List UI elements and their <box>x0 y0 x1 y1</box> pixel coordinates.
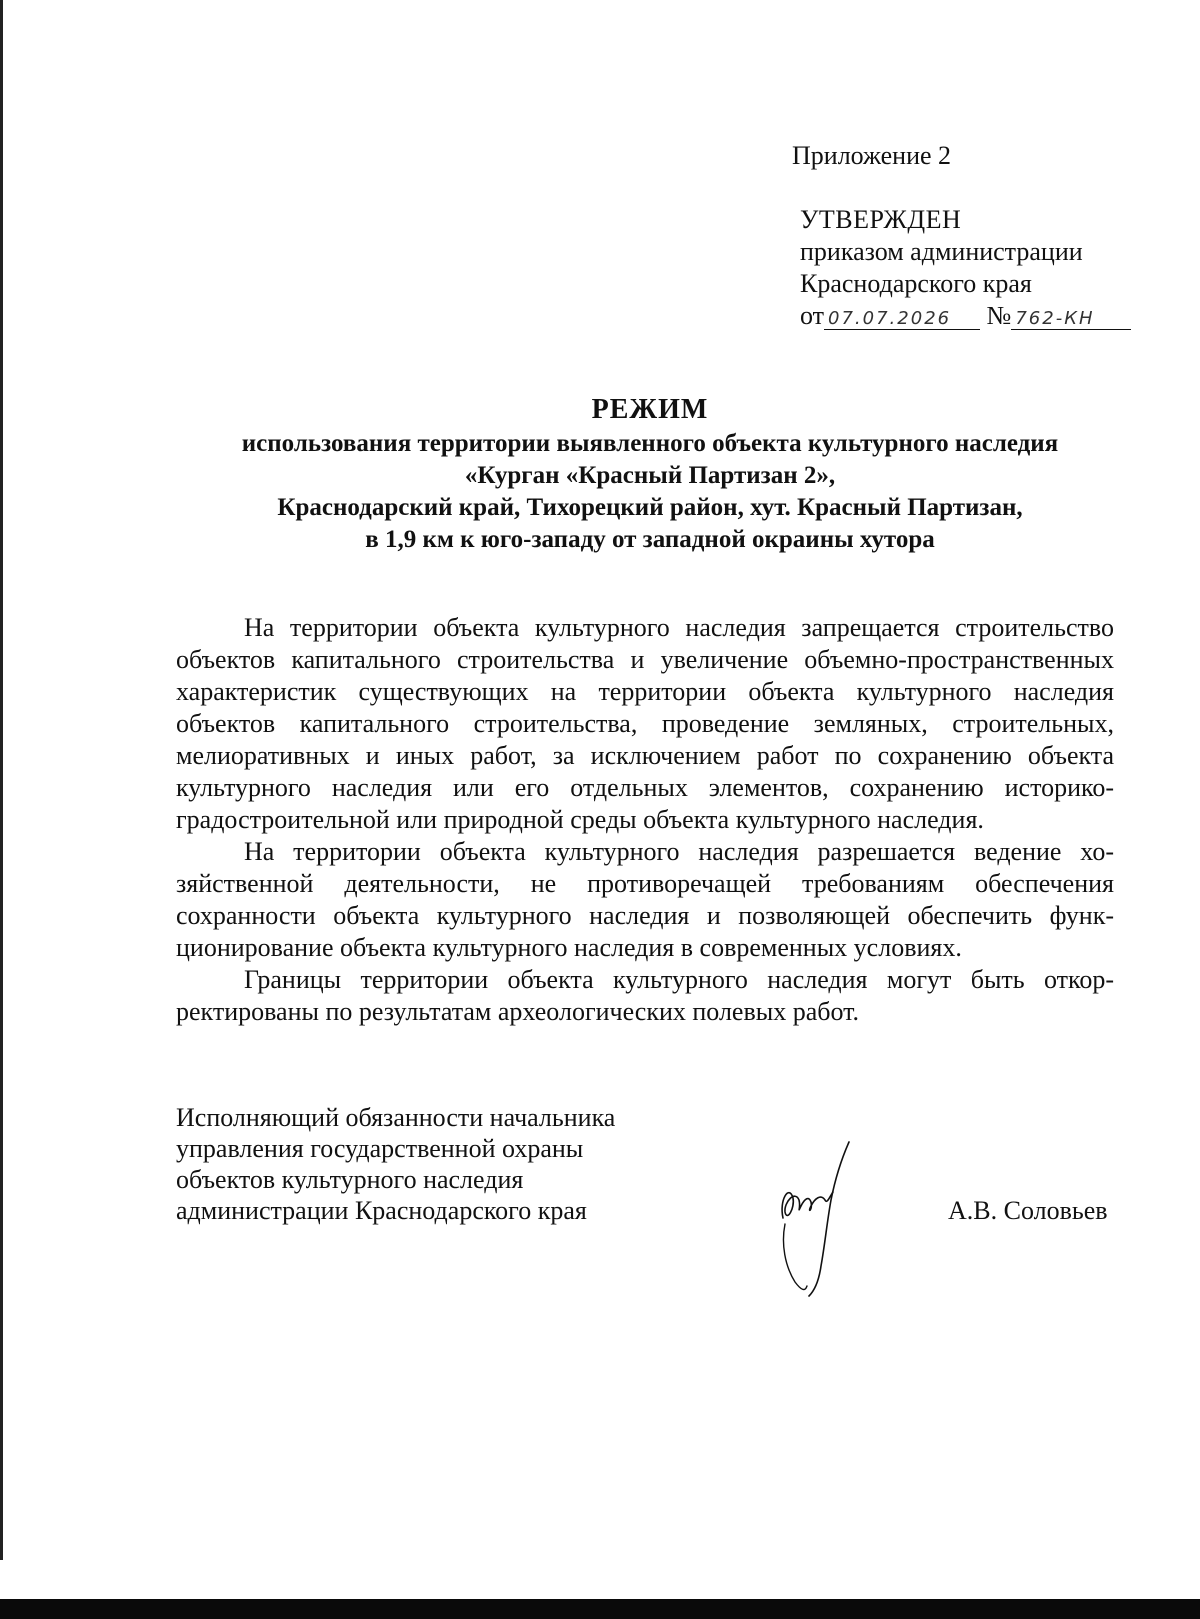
title-line-3: Краснодарский край, Тихорецкий район, хут. Красный Партизан, <box>277 494 1023 521</box>
order-date-prefix: от <box>800 301 825 330</box>
order-number: 762-КН <box>1011 309 1131 330</box>
position-line-3: объектов культурного наследия <box>176 1165 524 1194</box>
approval-heading: УТВЕРЖДЕН <box>800 205 962 234</box>
scan-edge-bottom <box>0 1599 1200 1619</box>
document-body <box>176 612 1114 1028</box>
approval-line-2: Краснодарского края <box>800 269 1032 298</box>
position-line-2: управления государственной охраны <box>176 1134 584 1163</box>
position-line-1: Исполняющий обязанности начальника <box>176 1103 616 1132</box>
signatory-name: А.В. Соловьев <box>948 1196 1108 1225</box>
appendix-label: Приложение 2 <box>792 141 952 170</box>
position-line-4: администрации Краснодарского края <box>176 1196 587 1225</box>
order-number-prefix: № <box>986 301 1012 330</box>
order-date: 07.07.2026 <box>824 309 980 330</box>
title-main: РЕЖИМ <box>591 394 709 425</box>
title-line-4: в 1,9 км к юго-западу от западной окраины хутора <box>365 526 935 553</box>
paragraph-boundaries: Границы территории объекта культурного наследия могут быть откорректированы по результатам археологических полевых работ. <box>176 965 1114 1026</box>
approval-stamp <box>800 204 1131 332</box>
document-title <box>150 392 1150 556</box>
scan-edge-left <box>0 0 3 1560</box>
order-date-number <box>800 300 1131 332</box>
approval-line-1: приказом администрации <box>800 237 1083 266</box>
paragraph-prohibitions: На территории объекта культурного наследия запрещается строительство объектов капитального строительства и увеличение объемно-пространственных характеристик существующих на территории объекта культурного наследия объектов капитального строительства, проведение земляных, строительных, мелиоративных и иных работ, за исключением работ по сохранению объекта культурного наследия или его отдельных элементов, сохранению историко-градостроительной или природной среды объекта культурного наследия. <box>176 613 1114 834</box>
handwritten-signature <box>775 1140 875 1300</box>
title-line-2: «Курган «Красный Партизан 2», <box>464 462 836 489</box>
paragraph-permissions: На территории объекта культурного наследия разрешается ведение хозяйственной деятельности, не противоречащей требованиям обеспечения сохранности объекта культурного наследия и позволяющей обеспечить функционирование объекта культурного наследия в современных условиях. <box>176 837 1114 962</box>
title-line-1: использования территории выявленного объекта культурного наследия <box>241 430 1059 457</box>
